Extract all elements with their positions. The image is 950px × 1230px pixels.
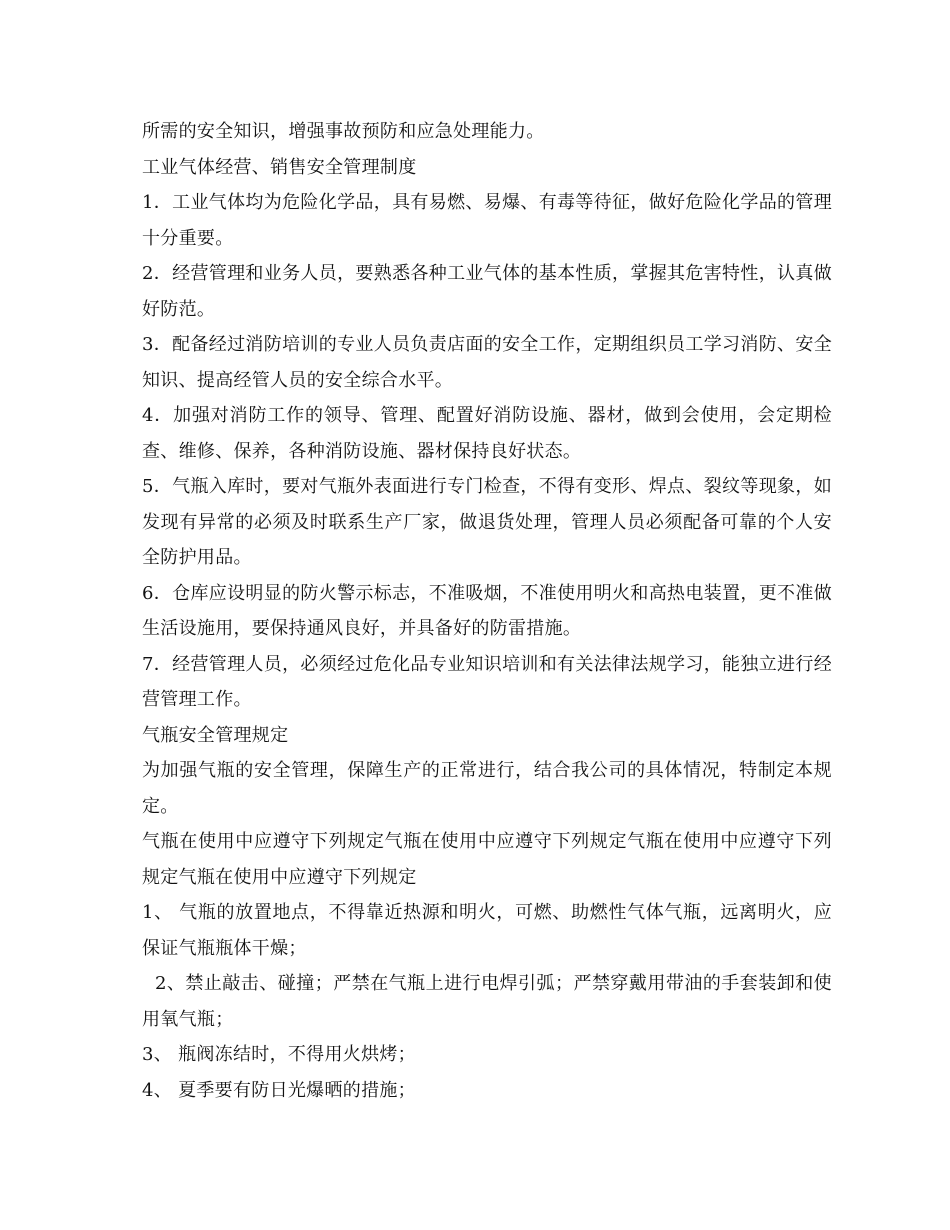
rule-item-2: 2．经营管理和业务人员，要熟悉各种工业气体的基本性质，掌握其危害特性，认真做好防范。 bbox=[142, 263, 832, 320]
rule-item-4: 4．加强对消防工作的领导、管理、配置好消防设施、器材，做到会使用，会定期检查、维修、保养，各种消防设施、器材保持良好状态。 bbox=[142, 405, 832, 462]
cylinder-rule-1: 1、 气瓶的放置地点，不得靠近热源和明火，可燃、助燃性气体气瓶，远离明火，应保证气瓶瓶体干燥； bbox=[142, 902, 832, 959]
rule-item-3: 3．配备经过消防培训的专业人员负责店面的安全工作，定期组织员工学习消防、安全知识、提高经管人员的安全综合水平。 bbox=[142, 334, 832, 391]
rule-item-1: 1．工业气体均为危险化学品，具有易燃、易爆、有毒等待征，做好危险化学品的管理十分重要。 bbox=[142, 192, 832, 249]
rule-item-6: 6．仓库应设明显的防火警示标志，不准吸烟，不准使用明火和高热电装置，更不准做生活设施用，要保持通风良好，并具备好的防雷措施。 bbox=[142, 582, 832, 639]
rule-item-7: 7．经营管理人员，必须经过危化品专业知识培训和有关法律法规学习，能独立进行经营管理工作。 bbox=[142, 653, 832, 710]
intro-paragraph: 所需的安全知识，增强事故预防和应急处理能力。 bbox=[142, 121, 545, 142]
section-heading: 工业气体经营、销售安全管理制度 bbox=[142, 156, 417, 178]
cylinder-rule-4: 4、 夏季要有防日光爆晒的措施； bbox=[142, 1079, 416, 1101]
purpose-paragraph: 为加强气瓶的安全管理，保障生产的正常进行，结合我公司的具体情况，特制定本规定。 bbox=[142, 760, 832, 817]
section-heading: 气瓶安全管理规定 bbox=[142, 724, 289, 746]
document-body bbox=[142, 114, 832, 1108]
usage-rules-intro: 气瓶在使用中应遵守下列规定气瓶在使用中应遵守下列规定气瓶在使用中应遵守下列规定气瓶在使用中应遵守下列规定 bbox=[142, 831, 832, 888]
cylinder-rule-3: 3、 瓶阀冻结时，不得用火烘烤； bbox=[142, 1044, 416, 1065]
cylinder-rule-2: 2、禁止敲击、碰撞；严禁在气瓶上进行电焊引弧；严禁穿戴用带油的手套装卸和使用氧气瓶； bbox=[142, 973, 832, 1030]
rule-item-5: 5．气瓶入库时，要对气瓶外表面进行专门检查，不得有变形、焊点、裂纹等现象，如发现有异常的必须及时联系生产厂家，做退货处理，管理人员必须配备可靠的个人安全防护用品。 bbox=[142, 476, 832, 568]
